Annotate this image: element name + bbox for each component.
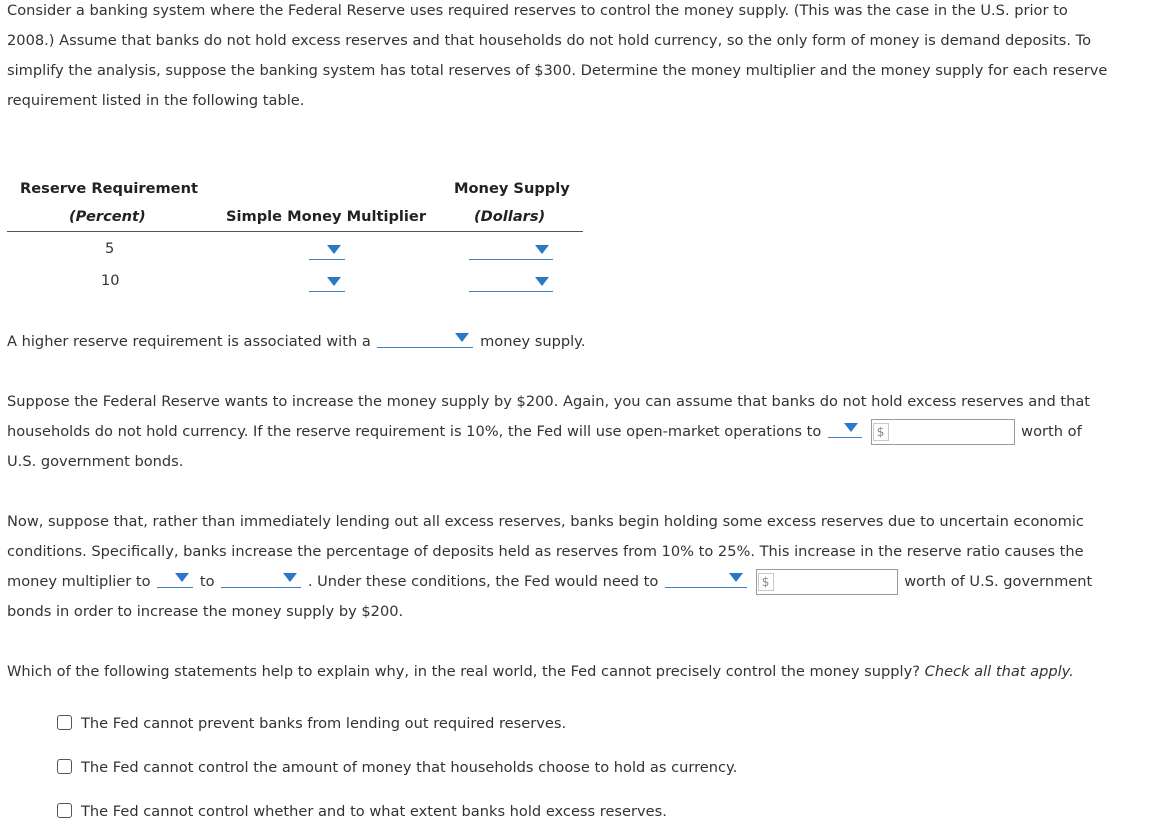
chevron-down-icon	[535, 245, 549, 254]
excess-amount-field[interactable]	[756, 569, 898, 595]
excess-line-2: conditions. Specifically, banks increase the percentage of deposits held as reserves from 10% to 25%. This increase in the reserve ratio causes the	[7, 543, 1084, 560]
excess-buy-sell-dropdown[interactable]	[665, 569, 747, 588]
intro-paragraph	[7, 0, 1152, 116]
option-household-currency[interactable]	[57, 758, 737, 778]
chevron-down-icon	[729, 573, 743, 582]
excess-text-c: . Under these conditions, the Fed would need to	[307, 573, 659, 590]
row-1-multiplier-dropdown[interactable]	[309, 241, 345, 260]
chevron-down-icon	[455, 333, 469, 342]
question-higher-reserve	[7, 327, 1152, 357]
higher-reserve-text-after: money supply.	[480, 333, 586, 350]
fed-amount-input[interactable]	[892, 422, 1012, 442]
intro-line-1: Consider a banking system where the Federal Reserve uses required reserves to control the money supply. (This was the case in the U.S. prior to	[7, 2, 1068, 19]
chevron-down-icon	[844, 423, 858, 432]
col-header-reserve-requirement: Reserve Requirement	[20, 180, 198, 197]
multiplier-from-dropdown[interactable]	[157, 569, 193, 588]
table-header-rule	[7, 231, 583, 232]
excess-text-d: worth of U.S. government	[904, 573, 1093, 590]
excess-amount-input[interactable]	[777, 572, 895, 592]
excess-line-1: Now, suppose that, rather than immediately lending out all excess reserves, banks begin holding some excess reserves due to uncertain economic	[7, 513, 1084, 530]
chevron-down-icon	[283, 573, 297, 582]
excess-line-3	[7, 567, 1152, 597]
question-fed-open-market	[7, 387, 1152, 477]
chevron-down-icon	[327, 245, 341, 254]
fed-line-2	[7, 417, 1152, 447]
row-1-money-supply-dropdown[interactable]	[469, 241, 553, 260]
fed-amount-field[interactable]	[871, 419, 1015, 445]
option-label: The Fed cannot control whether and to what extent banks hold excess reserves.	[81, 803, 667, 820]
excess-text-a: money multiplier to	[7, 573, 151, 590]
real-world-question-text: Which of the following statements help to explain why, in the real world, the Fed cannot precisely control the money supply?	[7, 663, 920, 680]
real-world-instruction: Check all that apply.	[924, 663, 1074, 680]
row-2-money-supply-dropdown[interactable]	[469, 273, 553, 292]
dollar-sign-icon: $	[873, 423, 889, 441]
row-1-reserve: 5	[105, 240, 115, 257]
question-excess-reserves	[7, 507, 1152, 627]
higher-reserve-dropdown[interactable]	[377, 329, 473, 348]
col-header-simple-money-multiplier: Simple Money Multiplier	[226, 208, 427, 225]
fed-buy-sell-dropdown[interactable]	[828, 419, 862, 438]
row-2-reserve: 10	[101, 272, 120, 289]
fed-line-3: U.S. government bonds.	[7, 453, 184, 470]
checkbox-icon[interactable]	[57, 759, 72, 774]
excess-text-b: to	[199, 573, 215, 590]
chevron-down-icon	[327, 277, 341, 286]
multiplier-to-dropdown[interactable]	[221, 569, 301, 588]
checkbox-icon[interactable]	[57, 715, 72, 730]
row-2-multiplier-dropdown[interactable]	[309, 273, 345, 292]
chevron-down-icon	[535, 277, 549, 286]
chevron-down-icon	[175, 573, 189, 582]
dollar-sign-icon: $	[758, 573, 774, 591]
checkbox-icon[interactable]	[57, 803, 72, 818]
fed-line-2-after: worth of	[1021, 423, 1082, 440]
intro-line-2: 2008.) Assume that banks do not hold excess reserves and that households do not hold currency, so the only form of money is demand deposits. To	[7, 32, 1092, 49]
option-label: The Fed cannot prevent banks from lending out required reserves.	[81, 715, 567, 732]
higher-reserve-text-before: A higher reserve requirement is associated with a	[7, 333, 371, 350]
fed-line-2-text: households do not hold currency. If the reserve requirement is 10%, the Fed will use open-market operations to	[7, 423, 822, 440]
intro-line-4: requirement listed in the following table.	[7, 92, 305, 109]
col-subheader-dollars: (Dollars)	[474, 208, 546, 225]
excess-line-4: bonds in order to increase the money supply by $200.	[7, 603, 404, 620]
question-real-world	[7, 657, 1152, 687]
option-excess-reserves[interactable]	[57, 802, 667, 822]
col-header-money-supply: Money Supply	[454, 180, 570, 197]
option-required-reserves[interactable]	[57, 714, 566, 734]
col-subheader-percent: (Percent)	[69, 208, 146, 225]
option-label: The Fed cannot control the amount of money that households choose to hold as currency.	[81, 759, 738, 776]
intro-line-3: simplify the analysis, suppose the banking system has total reserves of $300. Determine the money multiplier and the money supply for each reserve	[7, 62, 1108, 79]
fed-line-1: Suppose the Federal Reserve wants to increase the money supply by $200. Again, you can assume that banks do not hold excess reserves and that	[7, 393, 1090, 410]
